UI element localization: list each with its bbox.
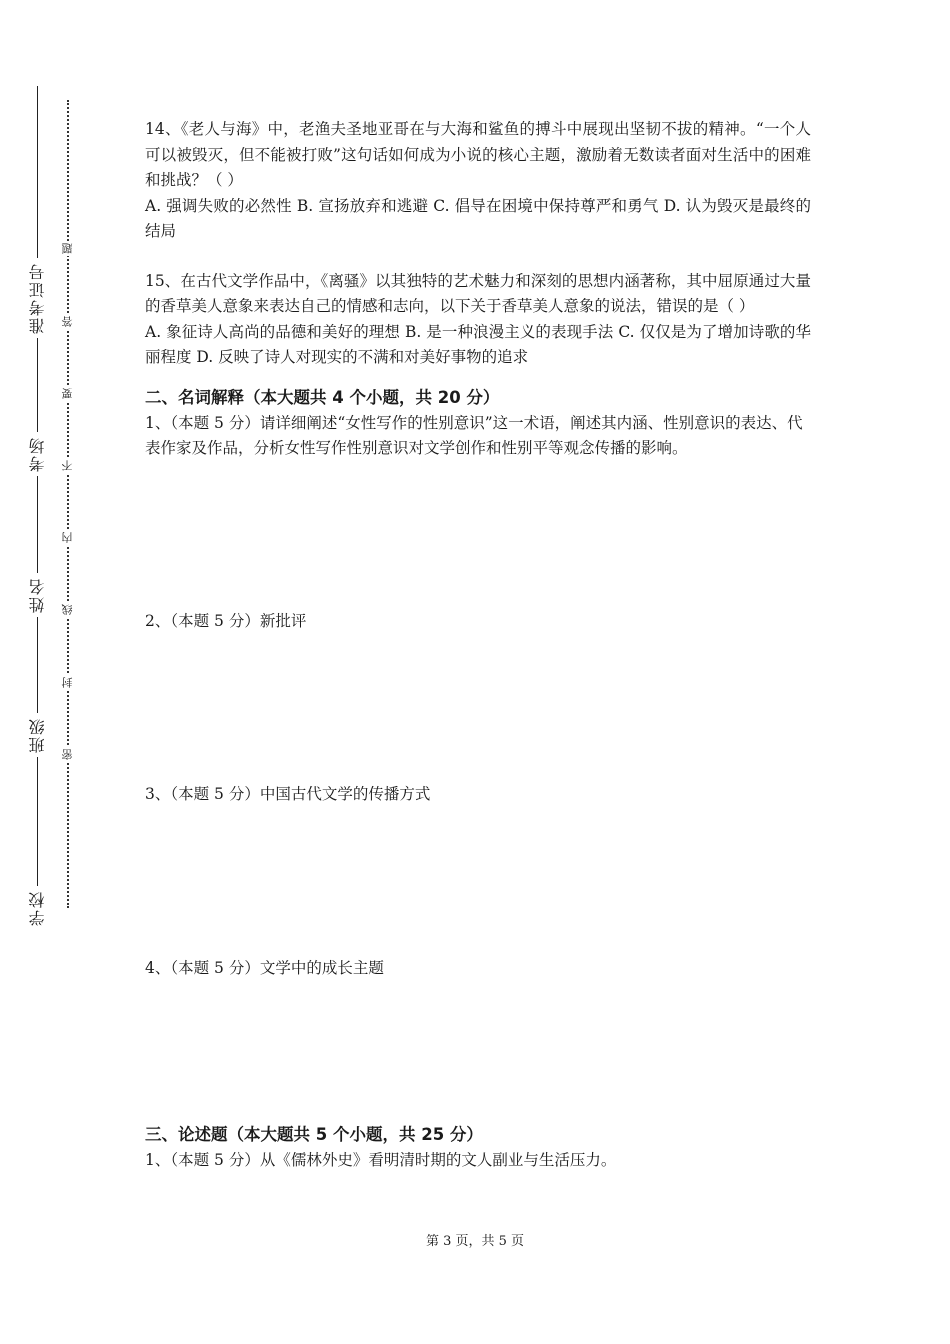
seal-word: 封 bbox=[61, 677, 74, 688]
seal-word: 题 bbox=[61, 243, 74, 254]
seal-word: 答 bbox=[61, 316, 74, 327]
label-exam-number: 准考证号 bbox=[27, 258, 49, 338]
page-content bbox=[145, 117, 811, 1174]
seal-word: 线 bbox=[61, 604, 74, 615]
page-footer: 第 3 页，共 5 页 bbox=[425, 1234, 525, 1249]
seal-word: 内 bbox=[61, 532, 74, 543]
term-item-1: 1、（本题 5 分）请详细阐述“女性写作的性别意识”这一术语，阐述其内涵、性别意识的表达、代表作家及作品，分析女性写作性别意识对文学创作和性别平等观念传播的影响。 bbox=[145, 413, 803, 457]
seal-word: 密 bbox=[61, 749, 74, 760]
label-school: 学校 bbox=[27, 886, 49, 930]
seal-word: 不 bbox=[61, 460, 74, 471]
question-14 bbox=[145, 117, 811, 245]
label-class: 班级 bbox=[27, 713, 49, 757]
question-options: A. 强调失败的必然性 B. 宣扬放弃和逃避 C. 倡导在困境中保持尊严和勇气 D. 认为毁灭是最终的结局 bbox=[145, 196, 811, 240]
question-15 bbox=[145, 269, 811, 371]
term-item-2: 2、（本题 5 分）新批评 bbox=[145, 611, 307, 630]
question-stem: 15、在古代文学作品中，《离骚》以其独特的艺术魅力和深刻的思想内涵著称，其中屈原通过大量的香草美人意象来表达自己的情感和志向，以下关于香草美人意象的说法，错误的是（ ） bbox=[145, 271, 811, 315]
term-item-3: 3、（本题 5 分）中国古代文学的传播方式 bbox=[145, 785, 431, 803]
section-2-title: 二、名词解释（本大题共 4 个小题，共 20 分） bbox=[145, 387, 500, 407]
question-options: A. 象征诗人高尚的品德和美好的理想 B. 是一种浪漫主义的表现手法 C. 仅仅是为了增加诗歌的华丽程度 D. 反映了诗人对现实的不满和对美好事物的追求 bbox=[145, 322, 811, 366]
binding-solid-line bbox=[37, 86, 38, 924]
label-exam-room: 考场 bbox=[27, 432, 49, 476]
essay-item-1: 1、（本题 5 分）从《儒林外史》看明清时期的文人副业与生活压力。 bbox=[145, 1151, 617, 1169]
term-item-4: 4、（本题 5 分）文学中的成长主题 bbox=[145, 958, 384, 977]
section-3-title: 三、论述题（本大题共 5 个小题，共 25 分） bbox=[145, 1125, 483, 1144]
label-name: 姓名 bbox=[27, 573, 49, 617]
question-stem: 14、《老人与海》中，老渔夫圣地亚哥在与大海和鲨鱼的搏斗中展现出坚韧不拔的精神。“一个人可以被毁灭，但不能被打败”这句话如何成为小说的核心主题，激励着无数读者面对生活中的困难和挑战？（ ） bbox=[145, 120, 811, 189]
binding-dotted-line bbox=[67, 100, 69, 908]
seal-word: 要 bbox=[61, 388, 74, 399]
